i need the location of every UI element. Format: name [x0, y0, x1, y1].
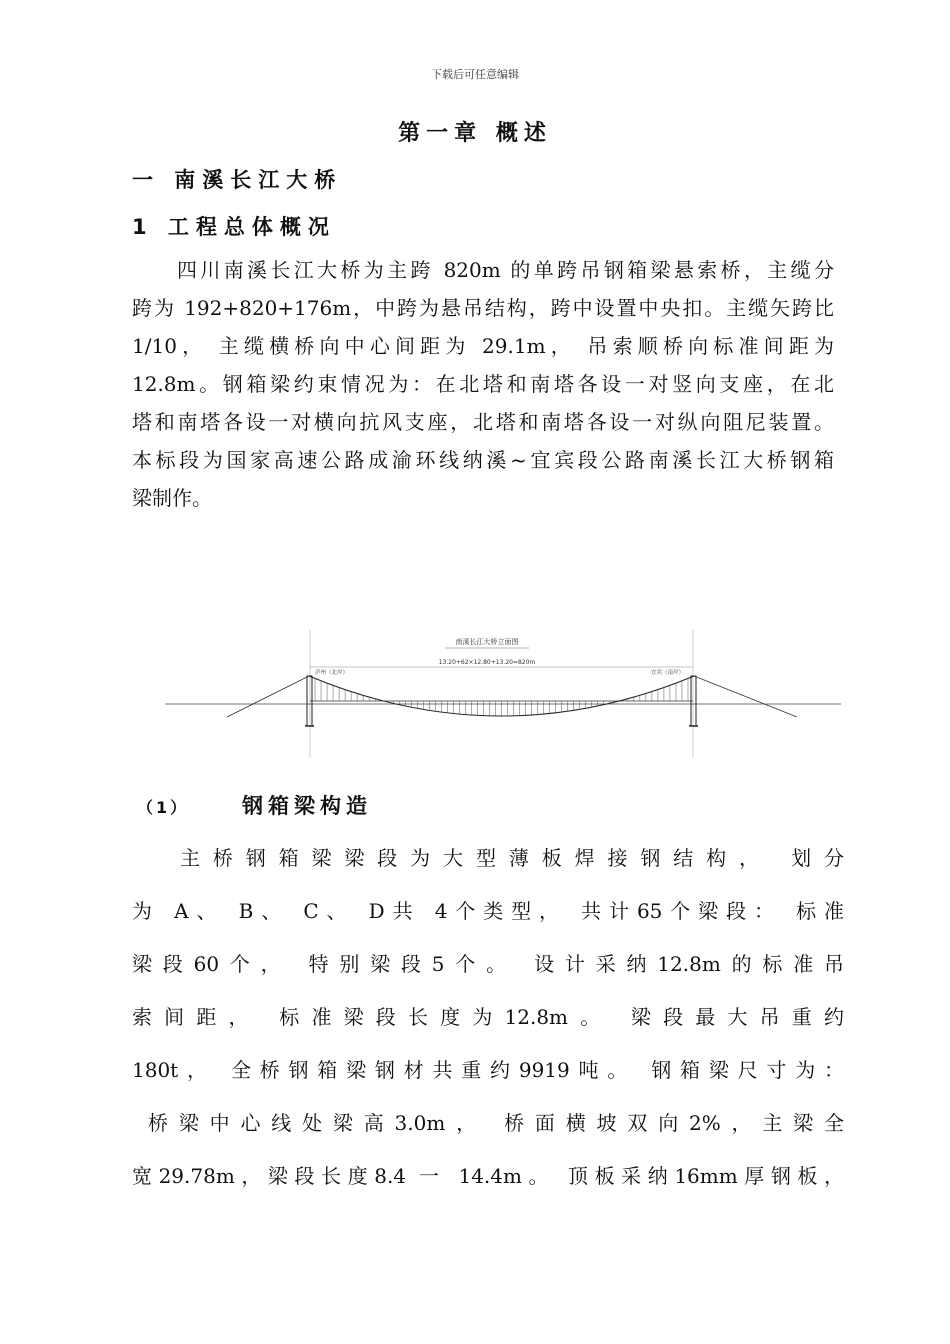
section-heading: 一 南溪长江大桥: [132, 168, 343, 192]
diagram-title: 南溪长江大桥立面图: [455, 638, 519, 646]
paragraph-line: 索间距， 标准梁段长度为12.8m。 梁段最大吊重约: [132, 1005, 844, 1029]
paragraph-line: 塔和南塔各设一对横向抗风支座，北塔和南塔各设一对纵向阻尼装置。: [132, 410, 834, 434]
chapter-title: 第一章 概述: [398, 121, 552, 146]
paragraph-line: 桥梁中心线处梁高3.0m， 桥面横坡双向2%，主梁全: [148, 1111, 844, 1135]
girder-paragraph: [132, 840, 844, 1211]
paragraph-line: 宽29.78m，梁段长度8.4 一 14.4m。 顶板采纳16mm厚钢板，: [132, 1164, 844, 1188]
overview-paragraph: [132, 251, 834, 517]
paragraph-line: 本标段为国家高速公路成渝环线纳溪~宜宾段公路南溪长江大桥钢箱: [132, 448, 834, 472]
paragraph-line: 梁制作。: [132, 486, 212, 510]
paragraph-line: 为 A、 B、 C、 D共 4个类型， 共计65个梁段： 标准: [132, 899, 844, 923]
page-header-note: 下载后可任意编辑: [431, 68, 519, 81]
diagram-dimension: 13.20+62×12.80+13.20=820m: [438, 659, 536, 666]
paragraph-line: 1/10， 主缆横桥向中心间距为 29.1m， 吊索顺桥向标准间距为: [132, 334, 834, 358]
paragraph-line: 12.8m。钢箱梁约束情况为：在北塔和南塔各设一对竖向支座，在北: [132, 372, 834, 396]
diagram-left-label: 泸州（北岸）: [315, 670, 349, 676]
subsection-title: 钢箱梁构造: [242, 794, 372, 818]
paragraph-line: 四川南溪长江大桥为主跨 820m 的单跨吊钢箱梁悬索桥，主缆分: [177, 258, 834, 282]
diagram-right-label: 宜宾（南岸）: [651, 670, 685, 676]
paragraph-line: 主桥钢箱梁梁段为大型薄板焊接钢结构， 划分: [180, 846, 844, 870]
subsection-number: （1）: [137, 798, 190, 817]
subsection-heading: 1 工程总体概况: [132, 215, 336, 239]
bridge-elevation-diagram: [165, 628, 841, 763]
paragraph-line: 180t， 全桥钢箱梁钢材共重约9919吨。 钢箱梁尺寸为：: [132, 1058, 844, 1082]
paragraph-line: 梁段60个， 特别梁段5个。 设计采纳12.8m的标准吊: [132, 952, 844, 976]
paragraph-line: 跨为 192+820+176m，中跨为悬吊结构，跨中设置中央扣。主缆矢跨比: [132, 296, 834, 320]
subsection-heading-steel-box-girder: [137, 790, 372, 820]
